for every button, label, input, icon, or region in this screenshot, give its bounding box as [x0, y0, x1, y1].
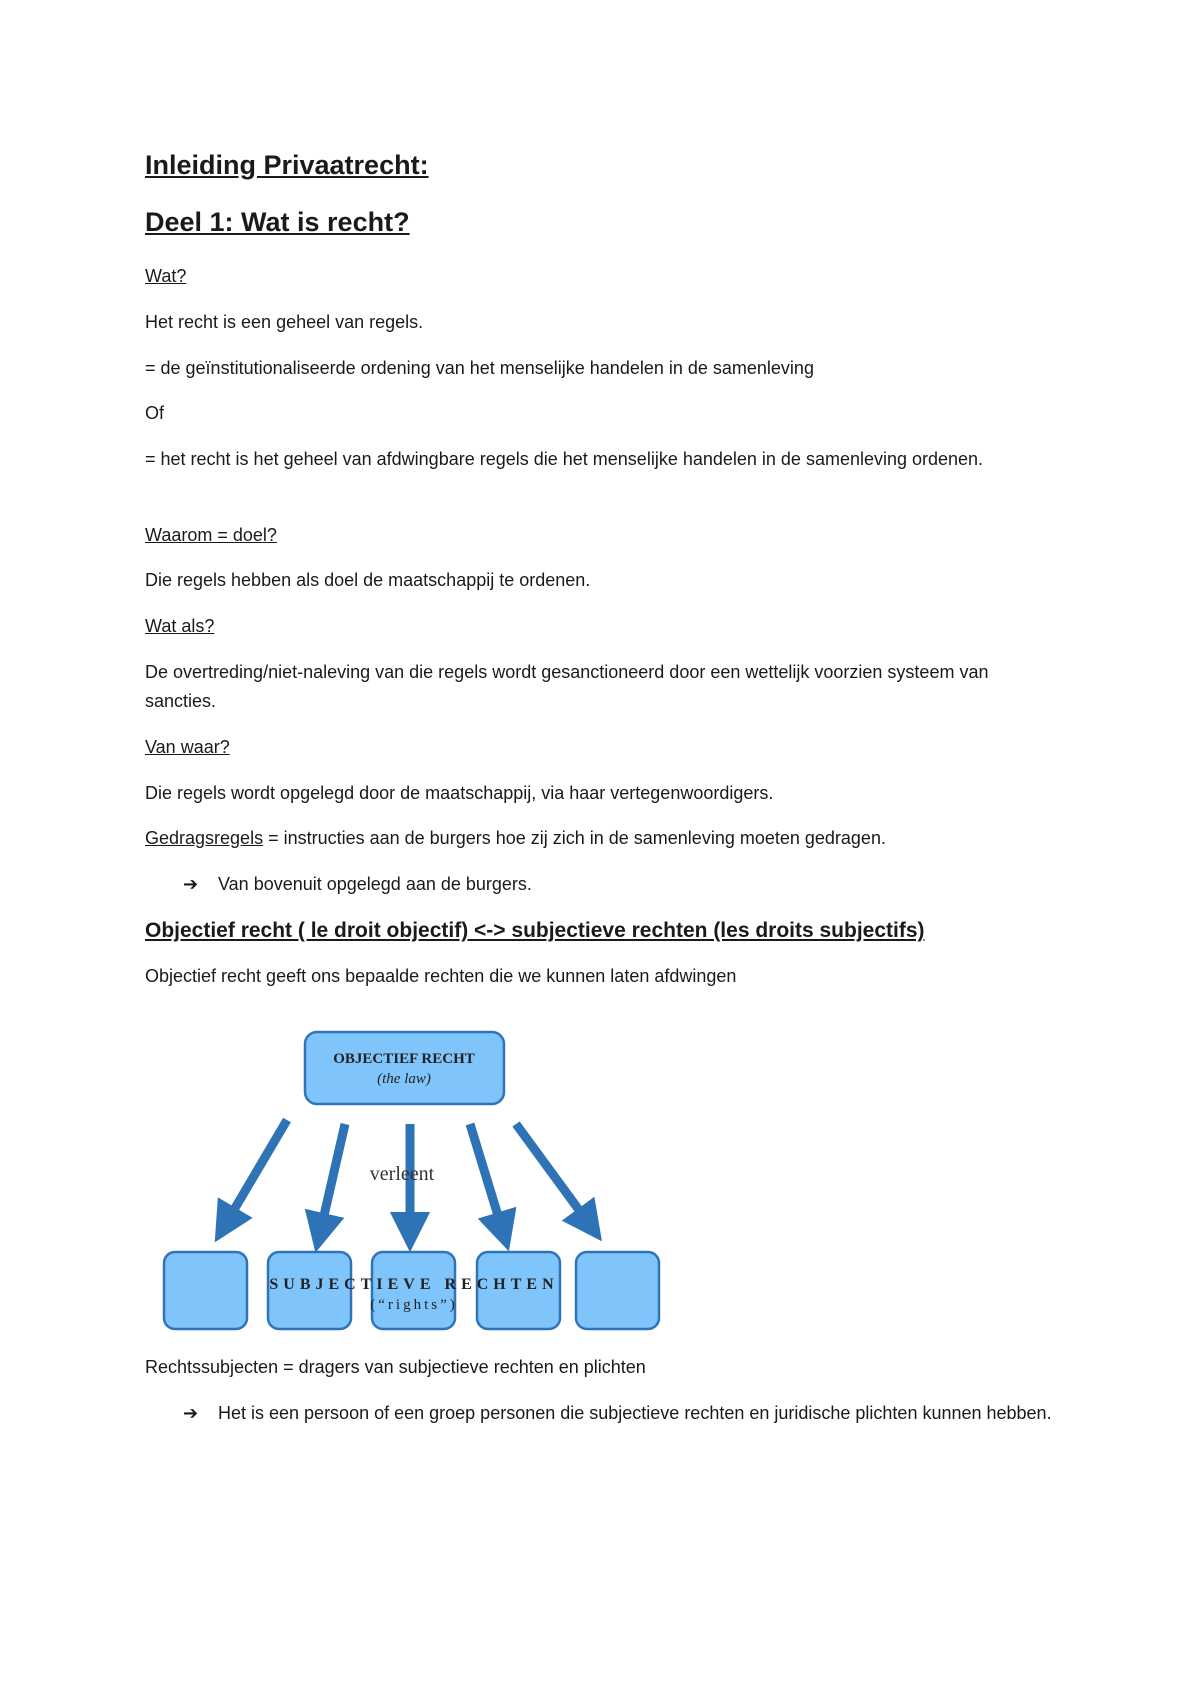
- bullet-item-1: Van bovenuit opgelegd aan de burgers.: [218, 874, 532, 894]
- bullet-item-2: Het is een persoon of een groep personen die subjectieve rechten en juridische plichten kunnen hebben.: [218, 1403, 1052, 1423]
- paragraph-waarom: Die regels hebben als doel de maatschappij te ordenen.: [145, 570, 591, 590]
- paragraph-wat-2: = de geïnstitutionaliseerde ordening van het menselijke handelen in de samenleving: [145, 358, 814, 378]
- bottom-label-subjectieve-rechten: SUBJECTIEVE RECHTEN: [269, 1276, 559, 1293]
- term-gedragsregels: Gedragsregels: [145, 828, 264, 848]
- subheading-wat: Wat?: [145, 266, 187, 286]
- arrow-1: [225, 1120, 287, 1225]
- subheading-wat-als: Wat als?: [145, 616, 215, 636]
- arrow-right-icon: ➔: [183, 874, 199, 894]
- paragraph-rechtssubjecten: Rechtssubjecten = dragers van subjectieve rechten en plichten: [145, 1357, 646, 1377]
- paragraph-of: Of: [145, 403, 165, 423]
- arrow-5: [516, 1124, 590, 1225]
- document-title: Inleiding Privaatrecht:: [145, 150, 429, 180]
- arrow-2: [320, 1124, 345, 1233]
- top-box-sublabel: (the law): [377, 1071, 431, 1087]
- paragraph-wat-als: De overtreding/niet-naleving van die regels wordt gesanctioneerd door een wettelijk voorzien systeem van sancties.: [145, 662, 989, 711]
- paragraph-wat-1: Het recht is een geheel van regels.: [145, 312, 424, 332]
- arrow-label-verleent: verleent: [369, 1163, 435, 1185]
- arrow-4: [470, 1124, 503, 1232]
- gedragsregels-definition: = instructies aan de burgers hoe zij zich in de samenleving moeten gedragen.: [263, 828, 886, 848]
- subheading-van-waar: Van waar?: [145, 737, 230, 757]
- section-heading-objectief: Objectief recht ( le droit objectif) <-> subjectieve rechten (les droits subjectifs): [145, 919, 925, 942]
- section-heading-deel-1: Deel 1: Wat is recht?: [145, 207, 410, 237]
- arrow-right-icon: ➔: [183, 1403, 199, 1423]
- paragraph-objectief: Objectief recht geeft ons bepaalde rechten die we kunnen laten afdwingen: [145, 966, 737, 986]
- subject-box-1: [164, 1252, 247, 1329]
- bottom-label-rights: (“rights”): [370, 1297, 458, 1313]
- top-box-objectief-recht: [305, 1032, 504, 1104]
- subheading-waarom: Waarom = doel?: [145, 525, 277, 545]
- top-box-label: OBJECTIEF RECHT: [333, 1051, 475, 1067]
- paragraph-van-waar: Die regels wordt opgelegd door de maatschappij, via haar vertegenwoordigers.: [145, 783, 774, 803]
- subject-box-5: [576, 1252, 659, 1329]
- paragraph-wat-3: = het recht is het geheel van afdwingbare regels die het menselijke handelen in de samenleving ordenen.: [145, 449, 984, 469]
